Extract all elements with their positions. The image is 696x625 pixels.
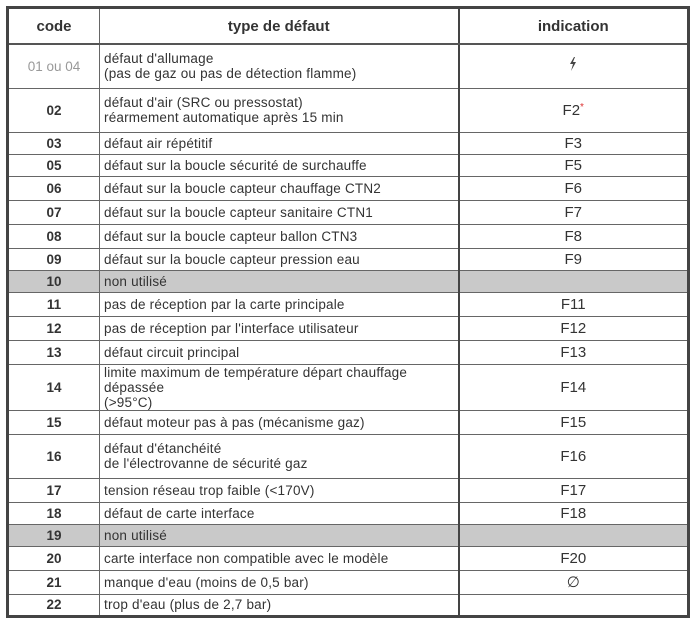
indication-cell bbox=[459, 132, 689, 154]
asterisk-mark: * bbox=[580, 101, 584, 113]
fault-description: trop d'eau (plus de 2,7 bar) bbox=[104, 597, 272, 612]
fault-code: 10 bbox=[8, 270, 100, 292]
fault-type-cell bbox=[100, 292, 459, 316]
header-indication: indication bbox=[459, 8, 689, 45]
fault-description: défaut d'allumage bbox=[104, 51, 214, 67]
indication-value: F7 bbox=[564, 203, 582, 221]
table-row bbox=[8, 270, 689, 292]
fault-code: 12 bbox=[8, 316, 100, 340]
indication-cell bbox=[459, 270, 689, 292]
indication-value: F13 bbox=[560, 343, 587, 361]
indication-cell bbox=[459, 410, 689, 434]
fault-description: défaut sur la boucle capteur ballon CTN3 bbox=[104, 228, 358, 244]
indication-value: ∅ bbox=[566, 574, 580, 591]
fault-description: défaut sur la boucle capteur pression eau bbox=[104, 251, 360, 267]
fault-code-table bbox=[6, 6, 690, 618]
indication-value: F16 bbox=[560, 447, 587, 465]
indication-cell bbox=[459, 224, 689, 248]
fault-description-detail: de l'électrovanne de sécurité gaz bbox=[104, 456, 308, 471]
indication-value: F17 bbox=[560, 481, 587, 499]
indication-cell bbox=[459, 364, 689, 410]
indication-value: F8 bbox=[564, 227, 582, 245]
indication-cell bbox=[459, 200, 689, 224]
table-row bbox=[8, 364, 689, 410]
fault-type-cell bbox=[100, 340, 459, 364]
fault-code: 18 bbox=[8, 502, 100, 524]
indication-cell bbox=[459, 594, 689, 616]
fault-type-cell bbox=[100, 88, 459, 132]
indication-value: F2 bbox=[562, 101, 581, 119]
table-row bbox=[8, 340, 689, 364]
table-row bbox=[8, 44, 689, 88]
fault-description: défaut sur la boucle capteur sanitaire CTN1 bbox=[104, 204, 373, 220]
fault-description: carte interface non compatible avec le modèle bbox=[104, 550, 389, 566]
header-type: type de défaut bbox=[100, 8, 459, 45]
indication-cell bbox=[459, 176, 689, 200]
lightning-icon bbox=[568, 58, 578, 75]
fault-type-cell bbox=[100, 248, 459, 270]
fault-description: non utilisé bbox=[104, 527, 167, 543]
fault-code: 20 bbox=[8, 546, 100, 570]
indication-cell bbox=[459, 88, 689, 132]
fault-description: manque d'eau (moins de 0,5 bar) bbox=[104, 574, 309, 590]
fault-description: pas de réception par la carte principale bbox=[104, 296, 345, 312]
indication-cell bbox=[459, 524, 689, 546]
table-row bbox=[8, 478, 689, 502]
fault-type-cell bbox=[100, 434, 459, 478]
fault-description: pas de réception par l'interface utilisateur bbox=[104, 320, 359, 336]
indication-cell bbox=[459, 546, 689, 570]
fault-code: 11 bbox=[8, 292, 100, 316]
indication-value: F11 bbox=[560, 295, 586, 313]
table-row bbox=[8, 570, 689, 594]
table-row bbox=[8, 132, 689, 154]
indication-cell bbox=[459, 340, 689, 364]
table-row bbox=[8, 154, 689, 176]
indication-cell bbox=[459, 292, 689, 316]
fault-code: 13 bbox=[8, 340, 100, 364]
fault-type-cell bbox=[100, 270, 459, 292]
fault-description-detail: réarmement automatique après 15 min bbox=[104, 110, 344, 125]
fault-code: 07 bbox=[8, 200, 100, 224]
fault-description: défaut circuit principal bbox=[104, 344, 240, 360]
table-row bbox=[8, 546, 689, 570]
fault-code: 15 bbox=[8, 410, 100, 434]
fault-description: défaut air répétitif bbox=[104, 135, 213, 151]
fault-type-cell bbox=[100, 410, 459, 434]
indication-cell bbox=[459, 44, 689, 88]
header-code: code bbox=[8, 8, 100, 45]
table-row bbox=[8, 594, 689, 616]
fault-type-cell bbox=[100, 44, 459, 88]
indication-cell bbox=[459, 316, 689, 340]
fault-code: 06 bbox=[8, 176, 100, 200]
indication-value: F18 bbox=[560, 504, 587, 522]
fault-description: défaut d'air (SRC ou pressostat) bbox=[104, 95, 303, 110]
table-row bbox=[8, 292, 689, 316]
fault-type-cell bbox=[100, 524, 459, 546]
indication-value: F3 bbox=[564, 134, 582, 152]
fault-description-detail: (pas de gaz ou pas de détection flamme) bbox=[104, 66, 357, 82]
fault-description: défaut d'étanchéité bbox=[104, 441, 222, 456]
indication-cell bbox=[459, 434, 689, 478]
fault-type-cell bbox=[100, 546, 459, 570]
table-row bbox=[8, 200, 689, 224]
fault-code: 09 bbox=[8, 248, 100, 270]
indication-cell bbox=[459, 570, 689, 594]
fault-code: 05 bbox=[8, 154, 100, 176]
fault-code: 01 ou 04 bbox=[8, 44, 100, 88]
indication-value: F6 bbox=[564, 179, 582, 197]
fault-code: 22 bbox=[8, 594, 100, 616]
fault-description: non utilisé bbox=[104, 273, 167, 289]
table-row bbox=[8, 410, 689, 434]
fault-type-cell bbox=[100, 570, 459, 594]
fault-code: 19 bbox=[8, 524, 100, 546]
indication-value: F20 bbox=[560, 549, 587, 567]
fault-description: défaut sur la boucle capteur chauffage CTN2 bbox=[104, 180, 382, 196]
fault-type-cell bbox=[100, 132, 459, 154]
fault-description: tension réseau trop faible (<170V) bbox=[104, 482, 315, 498]
fault-type-cell bbox=[100, 594, 459, 616]
fault-description: défaut de carte interface bbox=[104, 505, 255, 521]
indication-value: F5 bbox=[564, 156, 582, 174]
fault-type-cell bbox=[100, 224, 459, 248]
fault-code: 16 bbox=[8, 434, 100, 478]
table-row bbox=[8, 224, 689, 248]
table-row bbox=[8, 316, 689, 340]
fault-type-cell bbox=[100, 478, 459, 502]
fault-type-cell bbox=[100, 316, 459, 340]
indication-value: F14 bbox=[560, 378, 587, 396]
indication-cell bbox=[459, 248, 689, 270]
fault-type-cell bbox=[100, 154, 459, 176]
fault-type-cell bbox=[100, 200, 459, 224]
fault-type-cell bbox=[100, 176, 459, 200]
indication-cell bbox=[459, 502, 689, 524]
header-row bbox=[8, 8, 689, 45]
fault-type-cell bbox=[100, 364, 459, 410]
fault-description: limite maximum de température départ chauffage dépassée bbox=[104, 364, 408, 395]
table-row bbox=[8, 248, 689, 270]
fault-code: 08 bbox=[8, 224, 100, 248]
indication-value: F15 bbox=[560, 413, 587, 431]
table-row bbox=[8, 88, 689, 132]
fault-description-detail: (>95°C) bbox=[104, 394, 153, 410]
table-row bbox=[8, 502, 689, 524]
fault-code: 02 bbox=[8, 88, 100, 132]
fault-description: défaut sur la boucle sécurité de surchauffe bbox=[104, 157, 367, 173]
indication-value: F12 bbox=[560, 319, 587, 337]
indication-cell bbox=[459, 154, 689, 176]
table-row bbox=[8, 434, 689, 478]
fault-code: 17 bbox=[8, 478, 100, 502]
table-row bbox=[8, 524, 689, 546]
fault-code: 03 bbox=[8, 132, 100, 154]
fault-description: défaut moteur pas à pas (mécanisme gaz) bbox=[104, 414, 365, 430]
fault-code: 14 bbox=[8, 364, 100, 410]
fault-code: 21 bbox=[8, 570, 100, 594]
table-row bbox=[8, 176, 689, 200]
indication-cell bbox=[459, 478, 689, 502]
fault-type-cell bbox=[100, 502, 459, 524]
indication-value: F9 bbox=[564, 250, 582, 268]
